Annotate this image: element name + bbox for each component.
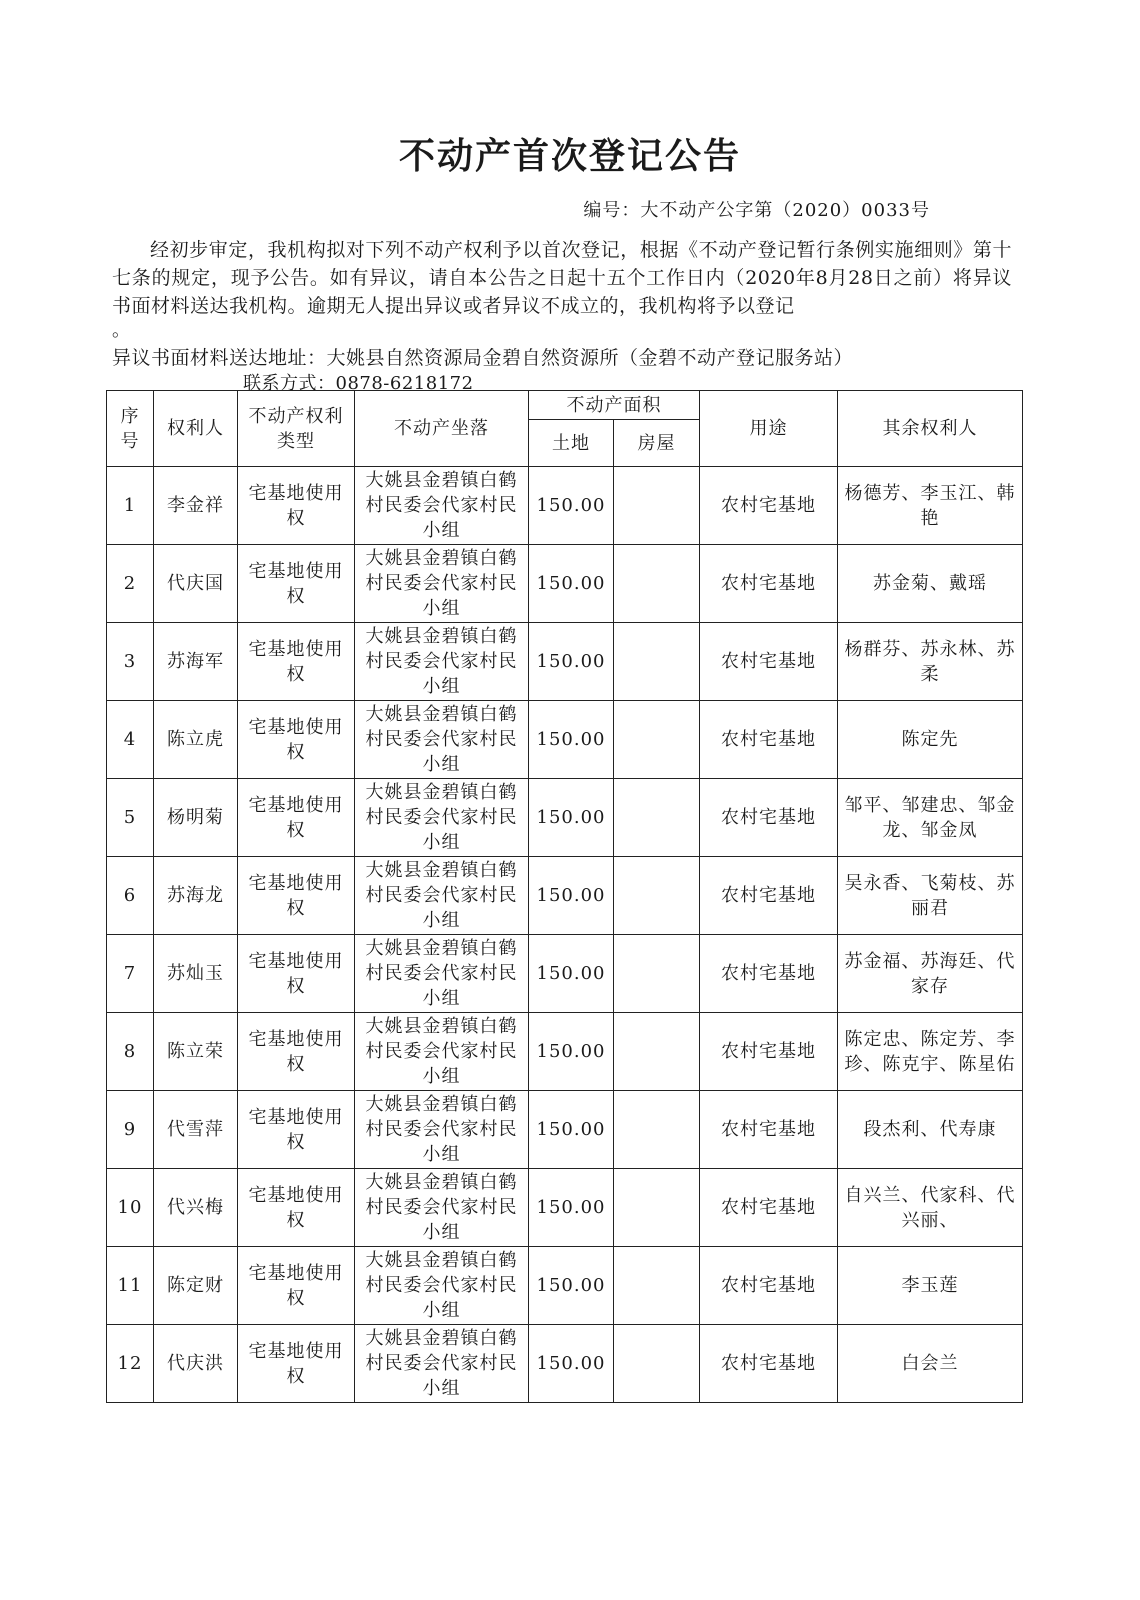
cell-usage: 农村宅基地 bbox=[700, 623, 838, 701]
header-location: 不动产坐落 bbox=[355, 391, 529, 467]
cell-usage: 农村宅基地 bbox=[700, 545, 838, 623]
cell-seq: 10 bbox=[107, 1169, 154, 1247]
cell-location: 大姚县金碧镇白鹤村民委会代家村民小组 bbox=[355, 1247, 529, 1325]
header-right-type: 不动产权利类型 bbox=[238, 391, 355, 467]
cell-holder: 杨明菊 bbox=[154, 779, 238, 857]
cell-others: 杨群芬、苏永林、苏柔 bbox=[838, 623, 1023, 701]
cell-holder: 苏海龙 bbox=[154, 857, 238, 935]
header-land: 土地 bbox=[529, 420, 614, 467]
registration-table bbox=[106, 390, 1023, 1403]
table-row bbox=[107, 779, 1023, 857]
cell-land: 150.00 bbox=[529, 779, 614, 857]
cell-location: 大姚县金碧镇白鹤村民委会代家村民小组 bbox=[355, 1169, 529, 1247]
cell-right-type: 宅基地使用权 bbox=[238, 1169, 355, 1247]
cell-usage: 农村宅基地 bbox=[700, 467, 838, 545]
cell-location: 大姚县金碧镇白鹤村民委会代家村民小组 bbox=[355, 779, 529, 857]
cell-right-type: 宅基地使用权 bbox=[238, 467, 355, 545]
cell-holder: 陈立虎 bbox=[154, 701, 238, 779]
cell-seq: 12 bbox=[107, 1325, 154, 1403]
cell-usage: 农村宅基地 bbox=[700, 1169, 838, 1247]
cell-holder: 李金祥 bbox=[154, 467, 238, 545]
cell-right-type: 宅基地使用权 bbox=[238, 545, 355, 623]
cell-others: 吴永香、飞菊枝、苏丽君 bbox=[838, 857, 1023, 935]
cell-usage: 农村宅基地 bbox=[700, 1013, 838, 1091]
cell-house bbox=[614, 1247, 700, 1325]
cell-usage: 农村宅基地 bbox=[700, 1091, 838, 1169]
cell-land: 150.00 bbox=[529, 1091, 614, 1169]
cell-seq: 5 bbox=[107, 779, 154, 857]
header-seq: 序号 bbox=[107, 391, 154, 467]
cell-seq: 8 bbox=[107, 1013, 154, 1091]
table-row bbox=[107, 857, 1023, 935]
cell-right-type: 宅基地使用权 bbox=[238, 779, 355, 857]
cell-house bbox=[614, 467, 700, 545]
cell-holder: 代兴梅 bbox=[154, 1169, 238, 1247]
table-row bbox=[107, 1013, 1023, 1091]
cell-land: 150.00 bbox=[529, 545, 614, 623]
cell-usage: 农村宅基地 bbox=[700, 1325, 838, 1403]
cell-right-type: 宅基地使用权 bbox=[238, 935, 355, 1013]
cell-land: 150.00 bbox=[529, 935, 614, 1013]
cell-house bbox=[614, 779, 700, 857]
table-row bbox=[107, 1091, 1023, 1169]
cell-seq: 1 bbox=[107, 467, 154, 545]
cell-others: 陈定忠、陈定芳、李珍、陈克宇、陈星佑 bbox=[838, 1013, 1023, 1091]
cell-others: 杨德芳、李玉江、韩艳 bbox=[838, 467, 1023, 545]
cell-seq: 4 bbox=[107, 701, 154, 779]
cell-right-type: 宅基地使用权 bbox=[238, 1247, 355, 1325]
cell-seq: 9 bbox=[107, 1091, 154, 1169]
document-number: 编号：大不动产公字第（2020）0033号 bbox=[583, 200, 930, 221]
cell-location: 大姚县金碧镇白鹤村民委会代家村民小组 bbox=[355, 935, 529, 1013]
header-area: 不动产面积 bbox=[529, 391, 700, 420]
cell-land: 150.00 bbox=[529, 701, 614, 779]
cell-location: 大姚县金碧镇白鹤村民委会代家村民小组 bbox=[355, 545, 529, 623]
table-row bbox=[107, 935, 1023, 1013]
cell-right-type: 宅基地使用权 bbox=[238, 1325, 355, 1403]
header-house: 房屋 bbox=[614, 420, 700, 467]
cell-location: 大姚县金碧镇白鹤村民委会代家村民小组 bbox=[355, 857, 529, 935]
cell-holder: 代雪萍 bbox=[154, 1091, 238, 1169]
cell-location: 大姚县金碧镇白鹤村民委会代家村民小组 bbox=[355, 1013, 529, 1091]
cell-location: 大姚县金碧镇白鹤村民委会代家村民小组 bbox=[355, 701, 529, 779]
cell-land: 150.00 bbox=[529, 857, 614, 935]
cell-house bbox=[614, 1013, 700, 1091]
cell-location: 大姚县金碧镇白鹤村民委会代家村民小组 bbox=[355, 1091, 529, 1169]
cell-house bbox=[614, 935, 700, 1013]
cell-house bbox=[614, 623, 700, 701]
header-usage: 用途 bbox=[700, 391, 838, 467]
table-row bbox=[107, 545, 1023, 623]
cell-land: 150.00 bbox=[529, 1247, 614, 1325]
cell-others: 苏金菊、戴瑶 bbox=[838, 545, 1023, 623]
cell-others: 陈定先 bbox=[838, 701, 1023, 779]
cell-location: 大姚县金碧镇白鹤村民委会代家村民小组 bbox=[355, 1325, 529, 1403]
cell-seq: 3 bbox=[107, 623, 154, 701]
cell-right-type: 宅基地使用权 bbox=[238, 623, 355, 701]
cell-seq: 2 bbox=[107, 545, 154, 623]
cell-holder: 陈立荣 bbox=[154, 1013, 238, 1091]
cell-others: 邹平、邹建忠、邹金龙、邹金凤 bbox=[838, 779, 1023, 857]
cell-seq: 6 bbox=[107, 857, 154, 935]
cell-usage: 农村宅基地 bbox=[700, 701, 838, 779]
table-row bbox=[107, 1325, 1023, 1403]
header-others: 其余权利人 bbox=[838, 391, 1023, 467]
cell-seq: 11 bbox=[107, 1247, 154, 1325]
cell-right-type: 宅基地使用权 bbox=[238, 857, 355, 935]
cell-house bbox=[614, 545, 700, 623]
notice-text: 经初步审定，我机构拟对下列不动产权利予以首次登记，根据《不动产登记暂行条例实施细则》第十七条的规定，现予公告。如有异议，请自本公告之日起十五个工作日内（2020年8月28日之前）将异议书面材料送达我机构。逾期无人提出异议或者异议不成立的，我机构将予以登记 bbox=[112, 239, 1012, 317]
cell-land: 150.00 bbox=[529, 1013, 614, 1091]
cell-house bbox=[614, 701, 700, 779]
cell-usage: 农村宅基地 bbox=[700, 1247, 838, 1325]
cell-others: 李玉莲 bbox=[838, 1247, 1023, 1325]
cell-holder: 代庆国 bbox=[154, 545, 238, 623]
cell-usage: 农村宅基地 bbox=[700, 857, 838, 935]
table-row bbox=[107, 467, 1023, 545]
cell-house bbox=[614, 1169, 700, 1247]
table-row bbox=[107, 1169, 1023, 1247]
cell-house bbox=[614, 1325, 700, 1403]
cell-right-type: 宅基地使用权 bbox=[238, 1013, 355, 1091]
cell-holder: 苏灿玉 bbox=[154, 935, 238, 1013]
cell-land: 150.00 bbox=[529, 1325, 614, 1403]
header-holder: 权利人 bbox=[154, 391, 238, 467]
table-row bbox=[107, 1247, 1023, 1325]
cell-land: 150.00 bbox=[529, 467, 614, 545]
cell-usage: 农村宅基地 bbox=[700, 779, 838, 857]
cell-usage: 农村宅基地 bbox=[700, 935, 838, 1013]
cell-others: 自兴兰、代家科、代兴丽、 bbox=[838, 1169, 1023, 1247]
trailing-period: 。 bbox=[112, 320, 130, 341]
cell-seq: 7 bbox=[107, 935, 154, 1013]
cell-house bbox=[614, 857, 700, 935]
table-row bbox=[107, 701, 1023, 779]
cell-location: 大姚县金碧镇白鹤村民委会代家村民小组 bbox=[355, 623, 529, 701]
cell-holder: 苏海军 bbox=[154, 623, 238, 701]
table-row bbox=[107, 623, 1023, 701]
cell-location: 大姚县金碧镇白鹤村民委会代家村民小组 bbox=[355, 467, 529, 545]
cell-holder: 陈定财 bbox=[154, 1247, 238, 1325]
cell-right-type: 宅基地使用权 bbox=[238, 701, 355, 779]
cell-others: 苏金福、苏海廷、代家存 bbox=[838, 935, 1023, 1013]
cell-right-type: 宅基地使用权 bbox=[238, 1091, 355, 1169]
cell-others: 段杰利、代寿康 bbox=[838, 1091, 1023, 1169]
cell-land: 150.00 bbox=[529, 623, 614, 701]
contact-info: 联系方式：0878-6218172 bbox=[243, 373, 474, 394]
objection-address: 异议书面材料送达地址：大姚县自然资源局金碧自然资源所（金碧不动产登记服务站） bbox=[112, 347, 854, 369]
cell-land: 150.00 bbox=[529, 1169, 614, 1247]
notice-paragraph bbox=[112, 236, 1012, 320]
cell-holder: 代庆洪 bbox=[154, 1325, 238, 1403]
cell-house bbox=[614, 1091, 700, 1169]
cell-others: 白会兰 bbox=[838, 1325, 1023, 1403]
page-title: 不动产首次登记公告 bbox=[398, 136, 741, 177]
